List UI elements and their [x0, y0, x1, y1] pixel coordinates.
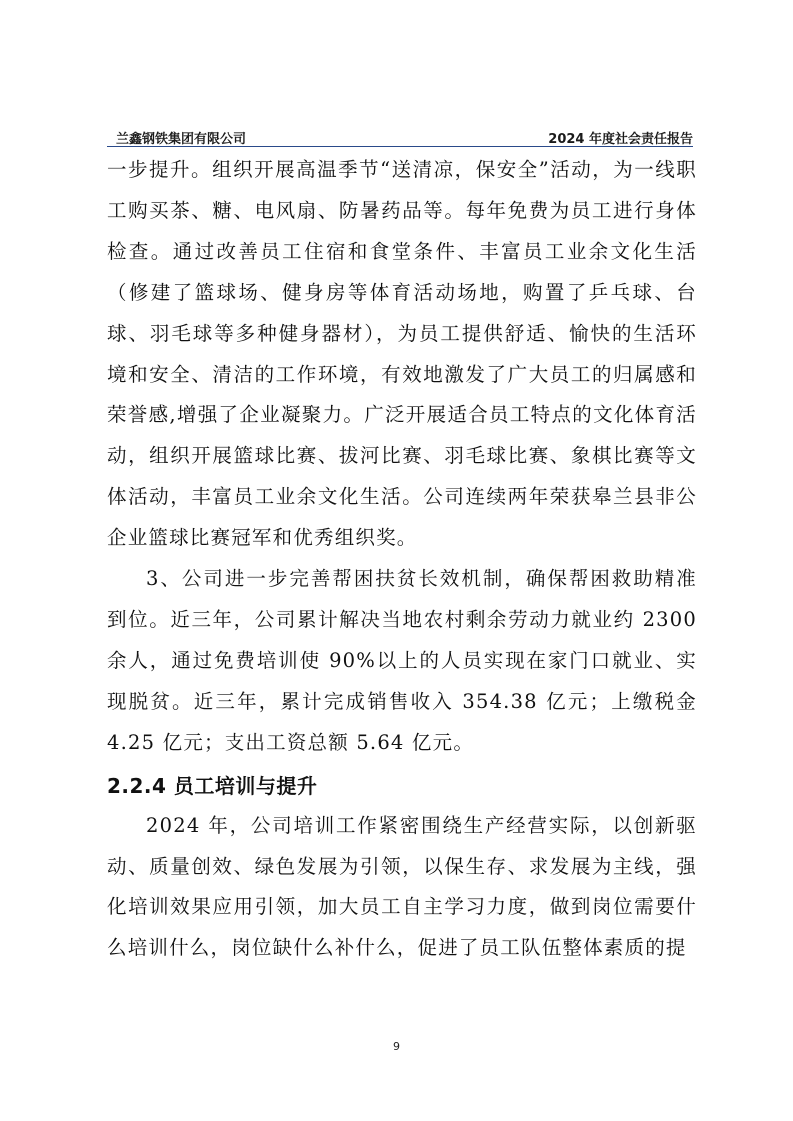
body-paragraph-1: 一步提升。组织开展高温季节“送清凉，保安全”活动，为一线职工购买茶、糖、电风扇、防暑药品等。每年免费为员工进行身体检查。通过改善员工住宿和食堂条件、丰富员工业余文化生活（修建了篮球场、健身房等体育活动场地，购置了乒乓球、台球、羽毛球等多种健身器材），为员工提供舒适、愉快的生活环境和安全、清洁的工作环境，有效地激发了广大员工的归属感和荣誉感,增强了企业凝聚力。广泛开展适合员工特点的文化体育活动，组织开展篮球比赛、拔河比赛、羽毛球比赛、象棋比赛等文体活动，丰富员工业余文化生活。公司连续两年荣获皋兰县非公企业篮球比赛冠军和优秀组织奖。	[107, 158, 697, 550]
header-company-name: 兰鑫钢铁集团有限公司	[116, 132, 247, 147]
page-number: 9	[393, 1040, 400, 1053]
page-header	[107, 126, 693, 146]
section-heading: 2.2.4 员工培训与提升	[107, 773, 318, 798]
document-body	[107, 150, 697, 969]
header-report-title: 2024 年度社会责任报告	[548, 132, 693, 147]
body-paragraph-2: 3、公司进一步完善帮困扶贫长效机制，确保帮困救助精准到位。近三年，公司累计解决当地农村剩余劳动力就业约 2300 余人，通过免费培训使 90%以上的人员实现在家门口就业、实现脱贫。近三年，累计完成销售收入 354.38 亿元；上缴税金 4.25 亿元；支出工资总额 5.64 亿元。	[107, 567, 697, 754]
header-divider	[107, 146, 693, 147]
body-paragraph-3: 2024 年，公司培训工作紧密围绕生产经营实际，以创新驱动、质量创效、绿色发展为引领，以保生存、求发展为主线，强化培训效果应用引领，加大员工自主学习力度，做到岗位需要什么培训什么，岗位缺什么补什么，促进了员工队伍整体素质的提	[107, 813, 697, 960]
